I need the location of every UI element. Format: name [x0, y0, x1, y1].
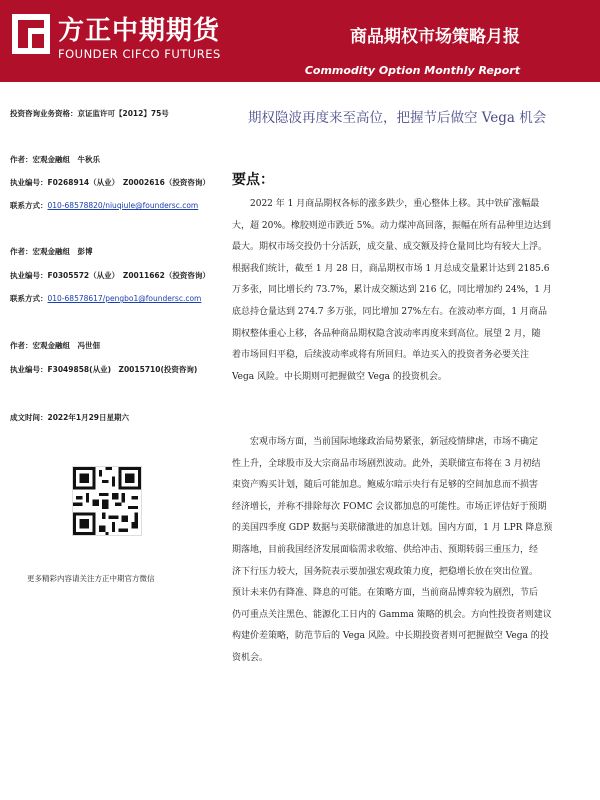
text-line: 根据我们统计，截至 1 月 28 日，商品期权市场 1 月总成交量累计达到 2185.6 [232, 263, 550, 274]
text-line: 束资产购买计划，随后可能加息。鲍威尔暗示央行有足够的空间加息而不损害 [232, 480, 539, 491]
key-points-heading: 要点： [232, 172, 274, 188]
text-line: 万多张，同比增长约 73.7%，累计成交额达到 216 亿，同比增加约 24%，1 月 [232, 285, 552, 296]
text-line: 着市场回归平稳，后续波动率或将有所回归。单边买入的投资者务必要关注 [232, 350, 530, 361]
logo-text-cn: 方正中期期货 [58, 16, 221, 46]
text-line: 性上升，全球股市及大宗商品市场剧烈波动。此外，美联储宣布将在 3 月初结 [232, 458, 541, 469]
author-2-name: 作者：宏观金融组 彭博 [10, 247, 93, 256]
author-1-contact-row [10, 200, 198, 211]
contact-label: 联系方式： [10, 201, 48, 210]
text-line: 期落地，目前我国经济发展面临需求收缩、供给冲击、预期转弱三重压力，经 [232, 544, 539, 555]
wechat-qr-code-icon [72, 466, 142, 536]
text-line: 经济增长，并称不排除每次 FOMC 会议都加息的可能性。市场正评估好于预期 [232, 501, 547, 512]
author-2-reg: 执业编号：F0305572（从业） Z0011662（投资咨询） [10, 271, 210, 280]
text-line: 2022 年 1 月商品期权各标的涨多跌少，重心整体上移。其中铁矿涨幅最 [232, 199, 540, 209]
author-1-reg: 执业编号：F0268914（从业） Z0002616（投资咨询） [10, 178, 210, 187]
text-line: 的美国四季度 GDP 数据与美联储激进的加息计划。国内方面，1 月 LPR 降息预 [232, 523, 553, 534]
text-line: 济下行压力较大，国务院表示要加强宏观政策力度，把稳增长放在突出位置。 [232, 566, 539, 577]
author-1-name: 作者：宏观金融组 牛秋乐 [10, 155, 100, 164]
founder-logo-icon [12, 14, 50, 54]
author-2-contact-link[interactable]: 010-68578617/pengbo1@foundersc.com [47, 294, 202, 303]
text-line: 大，超 20%。橡胶则逆市跌近 5%。动力煤冲高回落，振幅在所有品种里边达到 [232, 220, 552, 231]
contact-label: 联系方式： [10, 294, 48, 303]
report-subtitle: Commodity Option Monthly Report [304, 64, 520, 77]
author-1-contact-link[interactable]: 010-68578820/niuqiule@foundersc.com [47, 201, 199, 210]
author-2-contact-row [10, 293, 201, 304]
text-line: 最大。期权市场交投仍十分活跃，成交量、成交额及持仓量同比均有较大上浮。 [232, 242, 548, 253]
report-title: 商品期权市场策略月报 [350, 27, 520, 47]
paragraph-macro-strategy [232, 432, 582, 670]
report-main-title: 期权隐波再度来至高位，把握节后做空 Vega 机会 [248, 110, 547, 126]
report-header [0, 0, 600, 82]
text-line: 预计未来仍有降准、降息的可能。在策略方面，当前商品博弈较为剧烈，节后 [232, 588, 539, 599]
author-3-reg: 执业编号：F3049858(从业) Z0015710(投资咨询) [10, 365, 198, 374]
license-info: 投资咨询业务资格：京证监许可【2012】75号 [10, 109, 169, 118]
text-line: 资机会。 [232, 652, 269, 663]
text-line: 宏观市场方面，当前国际地缘政治局势紧张，新冠疫情肆虐，市场不确定 [232, 437, 539, 447]
text-line: 期权整体重心上移，各品种商品期权隐含波动率再度来到高位。展望 2 月，随 [232, 328, 541, 339]
text-line: 构建价差策略，防范节后的 Vega 风险。中长期投资者则可把握做空 Vega 的投 [232, 631, 549, 642]
paragraph-market-summary [232, 194, 582, 388]
author-3-name: 作者：宏观金融组 冯世佃 [10, 341, 100, 350]
qr-caption: 更多精彩内容请关注方正中期官方微信 [27, 574, 155, 583]
logo-text-en: FOUNDER CIFCO FUTURES [58, 47, 221, 61]
publish-date: 成文时间：2022年1月29日星期六 [10, 413, 130, 422]
text-line: Vega 风险。中长期则可把握做空 Vega 的投资机会。 [232, 371, 447, 382]
text-line: 底总持仓量达到 274.7 多万张，同比增加 27%左右。在波动率方面，1 月商品 [232, 306, 547, 317]
text-line: 仍可重点关注黑色、能源化工日内的 Gamma 策略的机会。方向性投资者则建议 [232, 609, 552, 620]
